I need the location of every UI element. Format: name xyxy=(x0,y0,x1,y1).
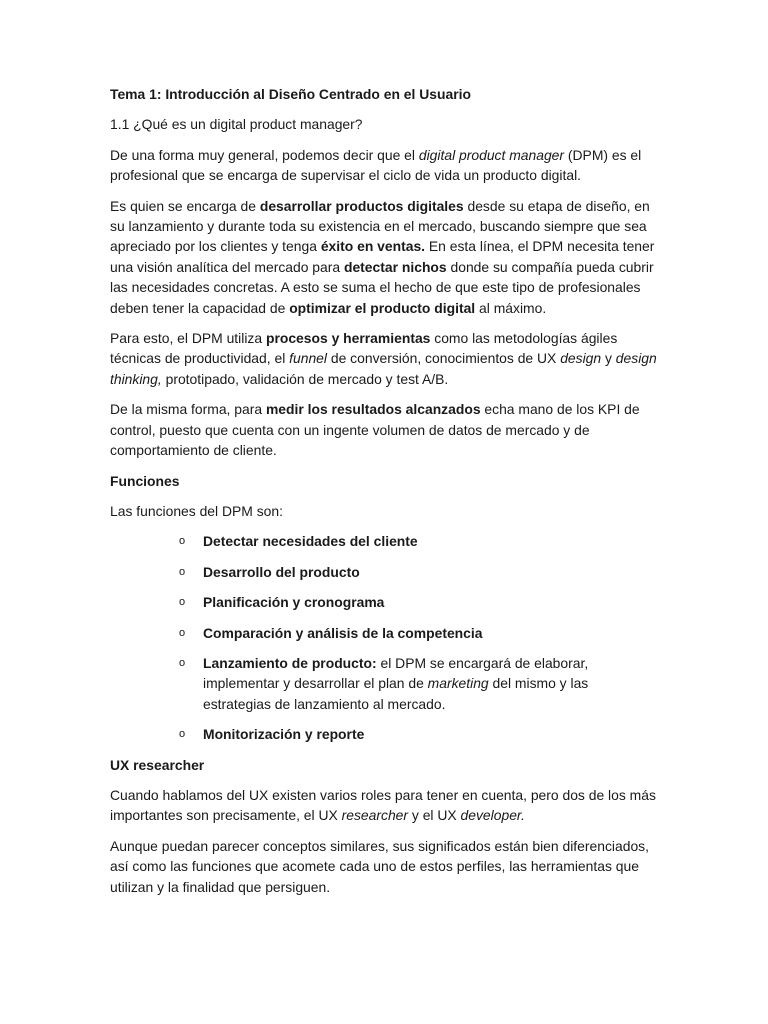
text-run: echa mano de los KPI de control, puesto que cuenta con un ingente volumen de datos de mercado y de comportamiento de cliente. xyxy=(110,401,640,459)
bold-run: procesos y herramientas xyxy=(265,330,431,347)
italic-run: design thinking, xyxy=(110,350,657,387)
text-run: De la misma forma, para xyxy=(110,401,266,418)
list-item xyxy=(110,653,658,714)
italic-run: developer. xyxy=(460,807,525,824)
bold-run: Desarrollo del producto xyxy=(203,563,360,580)
circle-bullet-icon: o xyxy=(179,728,186,741)
bold-run: desarrollar productos digitales xyxy=(259,197,464,214)
list-item xyxy=(110,531,658,551)
circle-bullet-icon: o xyxy=(179,535,186,548)
bold-run: Comparación y análisis de la competencia xyxy=(203,624,483,641)
circle-bullet-icon: o xyxy=(179,565,186,578)
text-run: Para esto, el DPM utiliza xyxy=(110,330,266,347)
paragraph-ux-differences: Aunque puedan parecer conceptos similares, sus significados están bien diferenciados, así como las funciones que acomete cada uno de estos perfiles, las herramientas que utilizan y la finalidad que persiguen. xyxy=(110,837,649,895)
text-run: desde su etapa de diseño, en su lanzamiento y durante toda su existencia en el mercado, buscando siempre que sea apreciado por los clientes y tenga xyxy=(110,197,650,255)
italic-run: digital product manager xyxy=(418,146,565,163)
text-run: Es quien se encarga de xyxy=(110,197,260,214)
list-item xyxy=(110,623,658,643)
bold-run: medir los resultados alcanzados xyxy=(265,401,481,418)
circle-bullet-icon: o xyxy=(179,626,186,639)
paragraph-dpm-definition xyxy=(110,145,658,186)
text-run: En esta línea, el DPM necesita tener una visión analítica del mercado para xyxy=(110,238,655,275)
bold-run: detectar nichos xyxy=(343,258,447,275)
circle-bullet-icon: o xyxy=(179,596,186,609)
list-item xyxy=(110,724,658,744)
text-run: y el UX xyxy=(408,807,461,824)
italic-run: researcher xyxy=(341,807,409,824)
circle-bullet-icon: o xyxy=(179,656,186,669)
list-item xyxy=(110,592,658,612)
text-run: el DPM se encargará de elaborar, implementar y desarrollar el plan de xyxy=(203,654,589,692)
paragraph-dpm-tools xyxy=(110,328,658,389)
text-run: de conversión, conocimientos de UX xyxy=(327,350,561,367)
ux-researcher-heading: UX researcher xyxy=(110,756,205,773)
text-run: y xyxy=(601,350,616,367)
text-run: prototipado, validación de mercado y test A/B. xyxy=(161,370,449,387)
paragraph-ux-roles xyxy=(110,785,658,826)
bold-run: Monitorización y reporte xyxy=(203,726,365,743)
bold-run: éxito en ventas. xyxy=(320,238,426,255)
paragraph-dpm-responsibilities xyxy=(110,196,658,318)
bold-run: Lanzamiento de producto: xyxy=(203,654,377,671)
document-page xyxy=(110,84,658,907)
paragraph-dpm-results xyxy=(110,399,658,460)
italic-run: marketing xyxy=(427,675,489,692)
text-run: al máximo. xyxy=(475,299,547,316)
funciones-intro: Las funciones del DPM son: xyxy=(110,502,283,519)
bold-run: optimizar el producto digital xyxy=(289,299,476,316)
funciones-heading: Funciones xyxy=(110,472,180,489)
bold-run: Detectar necesidades del cliente xyxy=(203,533,418,550)
section-heading-1-1: 1.1 ¿Qué es un digital product manager? xyxy=(110,116,363,133)
funciones-list xyxy=(110,531,658,744)
text-run: Cuando hablamos del UX existen varios roles para tener en cuenta, pero dos de los más importantes son precisamente, el UX xyxy=(110,786,656,824)
text-run: donde su compañía pueda cubrir las necesidades concretas. A esto se suma el hecho de que este tipo de profesionales deben tener la capacidad de xyxy=(110,258,654,316)
italic-run: design xyxy=(560,350,602,367)
document-title: Tema 1: Introducción al Diseño Centrado en el Usuario xyxy=(110,86,471,102)
italic-run: funnel xyxy=(289,350,327,367)
text-run: como las metodologías ágiles técnicas de productividad, el xyxy=(110,330,618,367)
text-run: De una forma muy general, podemos decir que el xyxy=(110,146,419,163)
text-run: (DPM) es el profesional que se encarga de supervisar el ciclo de vida un producto digital. xyxy=(110,146,642,184)
text-run: del mismo y las estrategias de lanzamiento al mercado. xyxy=(203,675,589,712)
bold-run: Planificación y cronograma xyxy=(203,594,385,611)
list-item xyxy=(110,562,658,582)
